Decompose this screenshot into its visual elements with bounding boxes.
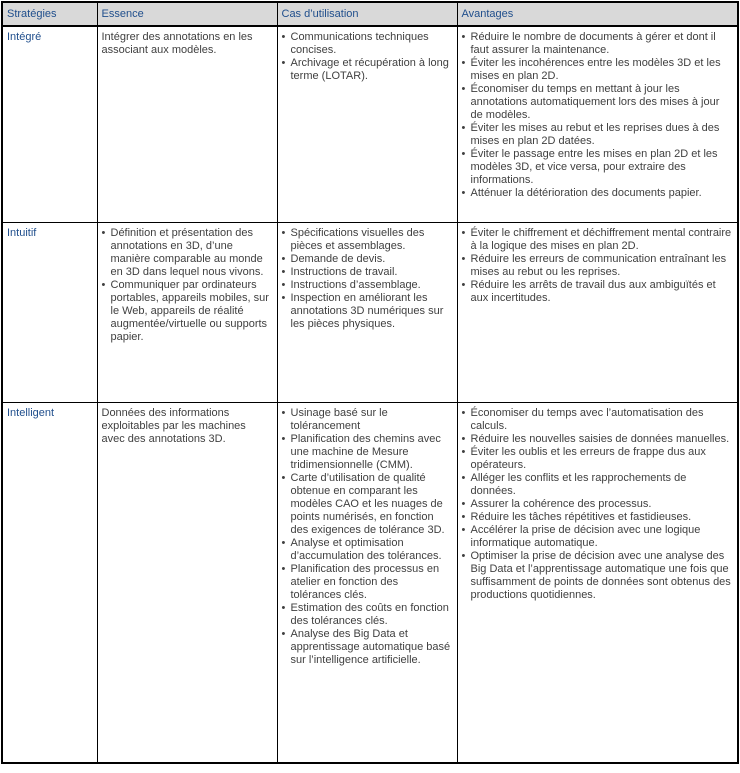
bullet-item xyxy=(282,292,452,331)
bullet-item xyxy=(282,433,452,472)
bullet-icon: • xyxy=(461,445,466,458)
strategy-cell xyxy=(2,222,97,402)
bullet-icon: • xyxy=(281,536,286,549)
bullet-text: Assurer la cohérence des processus. xyxy=(470,497,652,510)
bullet-icon: • xyxy=(281,252,286,265)
bullet-icon: • xyxy=(281,471,286,484)
bullet-item xyxy=(462,83,733,122)
bullet-icon: • xyxy=(461,83,466,95)
bullet-item xyxy=(462,446,733,472)
strategy-cell xyxy=(2,402,97,763)
bullet-item xyxy=(462,472,733,498)
advantages-bullet-list xyxy=(462,407,733,602)
bullet-icon: • xyxy=(281,31,286,43)
bullet-text: Planification des chemins avec une machine de Mesure tridimensionnelle (CMM). xyxy=(290,432,441,471)
table-row xyxy=(2,402,738,763)
bullet-item xyxy=(282,537,452,563)
use-cases-bullet-list xyxy=(282,407,452,667)
strategy-label: Intelligent xyxy=(7,406,55,419)
bullet-text: Réduire les erreurs de communication entraînant les mises au rebut ou les reprises. xyxy=(470,252,727,278)
bullet-icon: • xyxy=(281,562,286,575)
advantages-cell xyxy=(457,26,738,222)
use-cases-bullet-list xyxy=(282,31,452,83)
bullet-icon: • xyxy=(281,278,286,291)
bullet-icon: • xyxy=(461,187,466,199)
bullet-text: Analyse et optimisation d’accumulation des tolérances. xyxy=(290,536,442,562)
advantages-cell xyxy=(457,222,738,402)
bullet-text: Spécifications visuelles des pièces et assemblages. xyxy=(290,226,425,252)
bullet-text: Réduire le nombre de documents à gérer et dont il faut assurer la maintenance. xyxy=(470,31,716,56)
essence-text: Intégrer des annotations en les associant aux modèles. xyxy=(101,31,253,56)
bullet-text: Accélérer la prise de décision avec une logique informatique automatique. xyxy=(470,523,701,549)
bullet-icon: • xyxy=(281,406,286,419)
bullet-icon: • xyxy=(281,432,286,445)
bullet-item xyxy=(102,279,272,344)
bullet-text: Atténuer la détérioration des documents papier. xyxy=(470,187,702,199)
bullet-icon: • xyxy=(281,57,286,69)
bullet-text: Instructions de travail. xyxy=(290,265,398,278)
bullet-text: Communiquer par ordinateurs portables, appareils mobiles, sur le Web, appareils de réalité augmentée/virtuelle ou supports papier. xyxy=(110,278,269,343)
column-header-use-cases: Cas d’utilisation xyxy=(277,2,457,26)
bullet-icon: • xyxy=(461,549,466,562)
bullet-text: Planification des processus en atelier en fonction des tolérances clés. xyxy=(290,562,440,601)
bullet-text: Analyse des Big Data et apprentissage automatique basé sur l’intelligence artificielle. xyxy=(290,627,451,666)
bullet-text: Réduire les tâches répétitives et fastidieuses. xyxy=(470,510,692,523)
bullet-text: Optimiser la prise de décision avec une analyse des Big Data et l’apprentissage automatique une fois que suffisamment de points de données sont obtenus des productions quotidiennes. xyxy=(470,549,731,601)
bullet-item xyxy=(462,407,733,433)
advantages-bullet-list xyxy=(462,227,733,305)
bullet-text: Carte d’utilisation de qualité obtenue en comparant les modèles CAO et les nuages de points numérisés, en fonction des exigences de tolérance 3D. xyxy=(290,471,445,536)
bullet-icon: • xyxy=(461,226,466,239)
bullet-item xyxy=(282,227,452,253)
table-row xyxy=(2,26,738,222)
bullet-item xyxy=(462,279,733,305)
bullet-icon: • xyxy=(281,601,286,614)
bullet-icon: • xyxy=(461,278,466,291)
bullet-text: Instructions d’assemblage. xyxy=(290,278,421,291)
bullet-item xyxy=(462,122,733,148)
bullet-icon: • xyxy=(461,31,466,43)
bullet-item xyxy=(282,279,452,292)
bullet-text: Communications techniques concises. xyxy=(290,31,429,56)
bullet-item xyxy=(282,57,452,83)
bullet-text: Éviter les mises au rebut et les reprises dues à des mises en plan 2D datées. xyxy=(470,122,720,147)
bullet-icon: • xyxy=(281,226,286,239)
table-row xyxy=(2,222,738,402)
column-header-advantages: Avantages xyxy=(457,2,738,26)
bullet-icon: • xyxy=(461,148,466,160)
use-cases-bullet-list xyxy=(282,227,452,331)
bullet-item xyxy=(462,524,733,550)
bullet-item xyxy=(462,57,733,83)
bullet-icon: • xyxy=(281,291,286,304)
bullet-item xyxy=(282,407,452,433)
bullet-icon: • xyxy=(461,57,466,69)
bullet-icon: • xyxy=(101,278,106,291)
strategy-label: Intégré xyxy=(7,31,42,43)
bullet-icon: • xyxy=(461,122,466,134)
bullet-text: Économiser du temps en mettant à jour les annotations automatiquement lors des mises à jour de modèles. xyxy=(470,83,720,121)
bullet-item xyxy=(282,628,452,667)
bullet-icon: • xyxy=(461,252,466,265)
bullet-item xyxy=(102,227,272,279)
bullet-item xyxy=(282,266,452,279)
bullet-item xyxy=(462,148,733,187)
bullet-text: Archivage et récupération à long terme (LOTAR). xyxy=(290,57,449,82)
bullet-text: Économiser du temps avec l’automatisation des calculs. xyxy=(470,406,704,432)
column-header-essence: Essence xyxy=(97,2,277,26)
bullet-text: Éviter le passage entre les mises en plan 2D et les modèles 3D, et vice versa, pour extraire des informations. xyxy=(470,148,718,186)
strategy-cell xyxy=(2,26,97,222)
bullet-icon: • xyxy=(461,497,466,510)
bullet-item xyxy=(462,227,733,253)
essence-bullet-list xyxy=(102,227,272,344)
bullet-item xyxy=(282,472,452,537)
bullet-icon: • xyxy=(281,265,286,278)
bullet-text: Alléger les conflits et les rapprochements de données. xyxy=(470,471,687,497)
essence-cell xyxy=(97,402,277,763)
bullet-item xyxy=(462,498,733,511)
bullet-icon: • xyxy=(461,510,466,523)
bullet-item xyxy=(462,433,733,446)
bullet-item xyxy=(462,550,733,602)
use-cases-cell xyxy=(277,26,457,222)
bullet-item xyxy=(462,253,733,279)
essence-text: Données des informations exploitables par les machines avec des annotations 3D. xyxy=(101,406,246,445)
bullet-item xyxy=(462,187,733,200)
bullet-item xyxy=(462,31,733,57)
bullet-text: Éviter les oublis et les erreurs de frappe dus aux opérateurs. xyxy=(470,445,706,471)
bullet-text: Usinage basé sur le tolérancement xyxy=(290,406,388,432)
bullet-text: Estimation des coûts en fonction des tolérances clés. xyxy=(290,601,449,627)
column-header-strategies: Stratégies xyxy=(2,2,97,26)
advantages-bullet-list xyxy=(462,31,733,200)
bullet-item xyxy=(462,511,733,524)
bullet-icon: • xyxy=(461,406,466,419)
strategies-table xyxy=(1,1,739,764)
bullet-item xyxy=(282,253,452,266)
advantages-cell xyxy=(457,402,738,763)
bullet-text: Réduire les nouvelles saisies de données manuelles. xyxy=(470,432,730,445)
bullet-text: Inspection en améliorant les annotations 3D numériques sur les pièces physiques. xyxy=(290,291,444,330)
table-header-row xyxy=(2,2,738,26)
use-cases-cell xyxy=(277,402,457,763)
use-cases-cell xyxy=(277,222,457,402)
bullet-item xyxy=(282,602,452,628)
essence-cell xyxy=(97,26,277,222)
bullet-icon: • xyxy=(461,523,466,536)
bullet-text: Éviter les incohérences entre les modèles 3D et les mises en plan 2D. xyxy=(470,57,721,82)
bullet-icon: • xyxy=(101,226,106,239)
bullet-icon: • xyxy=(281,627,286,640)
bullet-text: Demande de devis. xyxy=(290,252,386,265)
bullet-text: Réduire les arrêts de travail dus aux ambiguïtés et aux incertitudes. xyxy=(470,278,716,304)
bullet-icon: • xyxy=(461,432,466,445)
bullet-text: Éviter le chiffrement et déchiffrement mental contraire à la logique des mises en plan 2D. xyxy=(470,226,732,252)
bullet-item xyxy=(282,563,452,602)
bullet-text: Définition et présentation des annotations en 3D, d’une manière comparable au monde en 3D dans lequel nous vivons. xyxy=(110,226,264,278)
strategy-label: Intuitif xyxy=(7,226,37,239)
bullet-item xyxy=(282,31,452,57)
essence-cell xyxy=(97,222,277,402)
bullet-icon: • xyxy=(461,471,466,484)
